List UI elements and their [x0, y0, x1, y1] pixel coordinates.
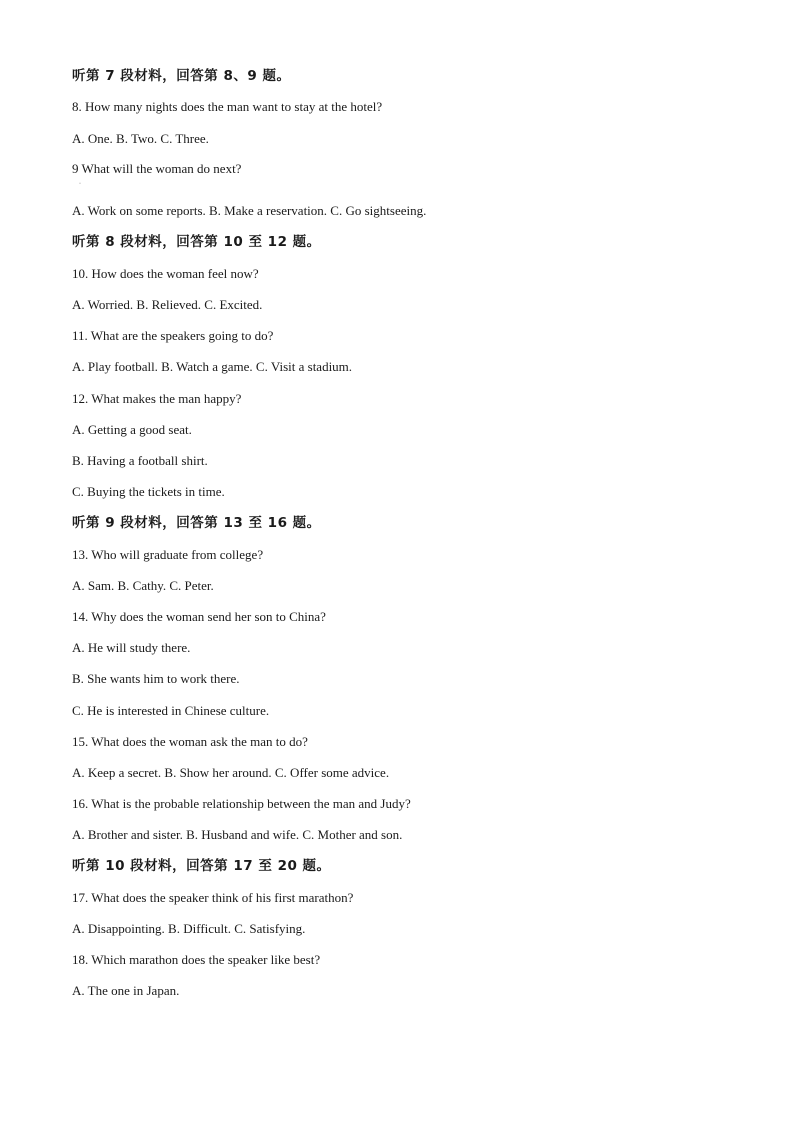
- option-14-c: C. He is interested in Chinese culture.: [72, 703, 270, 718]
- options-11: A. Play football. B. Watch a game. C. Visit a stadium.: [72, 359, 353, 374]
- options-13: A. Sam. B. Cathy. C. Peter.: [72, 578, 214, 593]
- option-12-a: A. Getting a good seat.: [72, 422, 192, 437]
- options-10: A. Worried. B. Relieved. C. Excited.: [72, 297, 263, 312]
- option-18-a: A. The one in Japan.: [72, 983, 180, 998]
- question-15: 15. What does the woman ask the man to do?: [72, 734, 308, 749]
- question-14: 14. Why does the woman send her son to China?: [72, 609, 326, 624]
- section-heading-8: 听第 8 段材料，回答第 10 至 12 题。: [72, 234, 321, 250]
- question-17: 17. What does the speaker think of his first marathon?: [72, 890, 354, 905]
- option-12-b: B. Having a football shirt.: [72, 453, 208, 468]
- question-10: 10. How does the woman feel now?: [72, 266, 259, 281]
- option-12-c: C. Buying the tickets in time.: [72, 484, 225, 499]
- options-17: A. Disappointing. B. Difficult. C. Satisfying.: [72, 921, 306, 936]
- option-14-b: B. She wants him to work there.: [72, 671, 240, 686]
- question-8: 8. How many nights does the man want to stay at the hotel?: [72, 99, 383, 114]
- stray-mark: ·: [79, 181, 81, 187]
- question-9: 9 What will the woman do next?: [72, 161, 242, 176]
- section-heading-10: 听第 10 段材料，回答第 17 至 20 题。: [72, 858, 331, 874]
- question-12: 12. What makes the man happy?: [72, 391, 242, 406]
- question-18: 18. Which marathon does the speaker like best?: [72, 952, 321, 967]
- options-8: A. One. B. Two. C. Three.: [72, 131, 209, 146]
- options-15: A. Keep a secret. B. Show her around. C. Offer some advice.: [72, 765, 390, 780]
- question-11: 11. What are the speakers going to do?: [72, 328, 274, 343]
- question-16: 16. What is the probable relationship between the man and Judy?: [72, 796, 411, 811]
- option-14-a: A. He will study there.: [72, 640, 191, 655]
- options-16: A. Brother and sister. B. Husband and wife. C. Mother and son.: [72, 827, 403, 842]
- options-9: A. Work on some reports. B. Make a reservation. C. Go sightseeing.: [72, 203, 427, 218]
- question-13: 13. Who will graduate from college?: [72, 547, 264, 562]
- section-heading-9: 听第 9 段材料，回答第 13 至 16 题。: [72, 515, 321, 531]
- section-heading-7: 听第 7 段材料，回答第 8、9 题。: [72, 68, 291, 84]
